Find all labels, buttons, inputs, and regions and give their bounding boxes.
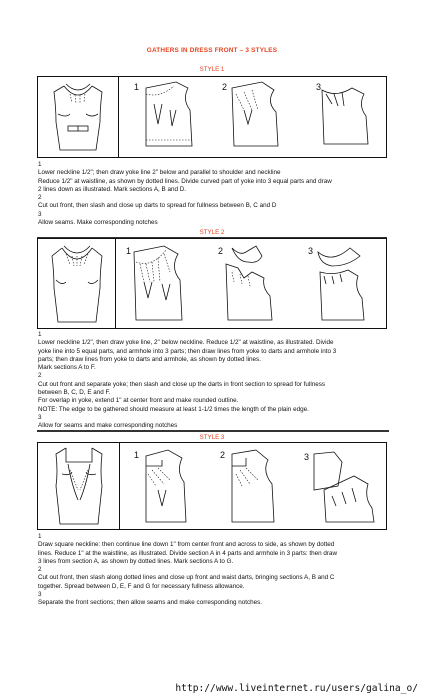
instruction-line: NOTE: The edge to be gathered should measure at least 1-1/2 times the length of the plain edge. bbox=[38, 405, 309, 413]
panel-divider bbox=[118, 77, 119, 157]
figure-number: 3 bbox=[304, 452, 310, 462]
figure-number: 2 bbox=[222, 82, 228, 92]
figure-number: 1 bbox=[126, 246, 132, 256]
instruction-line: 1 bbox=[38, 331, 42, 338]
source-url[interactable]: http://www.liveinternet.ru/users/galina_o/ bbox=[175, 683, 418, 694]
instruction-line: 3 bbox=[38, 413, 42, 421]
instruction-line: yoke line into 5 equal parts, and armhole into 3 parts; then draw lines from yoke to darts and armhole into 3 bbox=[38, 347, 337, 355]
instruction-line: Cut out front, then slash and close up darts to spread for fullness between B, C and D bbox=[38, 202, 277, 210]
instruction-line: 2 bbox=[38, 372, 42, 380]
figure-number: 2 bbox=[220, 450, 226, 460]
instruction-line: Lower neckline 1/2", then draw yoke line, 2" below neckline. Reduce 1/2" at waistline, as illustrated. Divide bbox=[38, 339, 334, 347]
style-2-dress-sketch bbox=[42, 242, 112, 326]
instruction-line: between B, C, D, E and F. bbox=[38, 389, 111, 397]
style-2-figure-panel bbox=[37, 238, 387, 329]
instruction-line: together. Spread between D, E, F and G for necessary fullness allowance. bbox=[38, 582, 245, 590]
page-title: GATHERS IN DRESS FRONT – 3 STYLES bbox=[146, 47, 278, 54]
instruction-line: lines. Reduce 1" at the waistline, as illustrated. Divide section A in 4 parts and armhole in 3 parts: then draw bbox=[38, 549, 338, 557]
instruction-line: For overlap in yoke, extend 1" at center front and make rounded outline. bbox=[38, 397, 239, 405]
instruction-line: 3 lines from section A, as shown by dotted lines. Mark sections A to G. bbox=[38, 557, 234, 565]
panel-divider bbox=[115, 239, 116, 328]
style-3-dress-sketch bbox=[42, 446, 116, 528]
style-3-instructions bbox=[38, 533, 390, 608]
style-2-pattern-pieces bbox=[122, 242, 382, 326]
figure-number: 1 bbox=[134, 450, 140, 460]
style-1-pattern-pieces bbox=[126, 80, 381, 156]
instruction-line: 3 bbox=[38, 210, 42, 218]
style-1-figure-panel bbox=[37, 76, 387, 158]
style-1-label: STYLE 1 bbox=[199, 66, 225, 73]
figure-number: 2 bbox=[218, 246, 224, 256]
instruction-line: Allow for seams and make corresponding notches bbox=[38, 422, 178, 430]
instruction-line: parts; then draw lines from yoke to darts and armhole, as shown by dotted lines. bbox=[38, 355, 261, 363]
style-1-instructions bbox=[38, 161, 390, 227]
instruction-line: 2 bbox=[38, 566, 42, 574]
figure-number: 3 bbox=[316, 82, 322, 92]
instruction-line: Draw square neckline: then continue line down 1" from center front and across to side, as shown by dotted bbox=[38, 541, 335, 549]
panel-divider bbox=[119, 443, 120, 529]
instruction-line: 1 bbox=[38, 161, 42, 168]
style-2-label: STYLE 2 bbox=[199, 229, 225, 236]
instruction-line: 2 lines down as illustrated. Mark sections A, B and D. bbox=[38, 185, 187, 193]
instruction-line: 2 bbox=[38, 194, 42, 202]
instruction-line: Mark sections A to F. bbox=[38, 364, 96, 372]
style-3-label: STYLE 3 bbox=[199, 434, 225, 441]
instruction-line: Separate the front sections; then allow seams and make corresponding notches. bbox=[38, 599, 263, 607]
instruction-line: 1 bbox=[38, 533, 42, 540]
figure-number: 3 bbox=[308, 246, 314, 256]
instruction-line: Allow seams. Make corresponding notches bbox=[38, 219, 158, 227]
style-3-pattern-pieces bbox=[128, 446, 382, 528]
instruction-line: Cut out front and separate yoke; then slash and close up the darts in front section to spread for fullness bbox=[38, 380, 326, 388]
instruction-line: Lower neckline 1/2"; then draw yoke line 2" below and parallel to shoulder and neckline bbox=[38, 169, 281, 177]
section-rule bbox=[37, 430, 389, 432]
figure-number: 1 bbox=[134, 82, 140, 92]
style-2-instructions bbox=[38, 331, 390, 431]
style-3-figure-panel bbox=[37, 442, 387, 530]
instruction-line: Cut out front, then slash along dotted lines and close up front and waist darts, bringing sections A, B and C bbox=[38, 574, 335, 582]
instruction-line: 3 bbox=[38, 591, 42, 599]
style-1-dress-sketch bbox=[42, 80, 114, 156]
instruction-line: Reduce 1/2" at waistline, as shown by dotted lines. Divide curved part of yoke into 3 equal parts and draw bbox=[38, 177, 332, 185]
